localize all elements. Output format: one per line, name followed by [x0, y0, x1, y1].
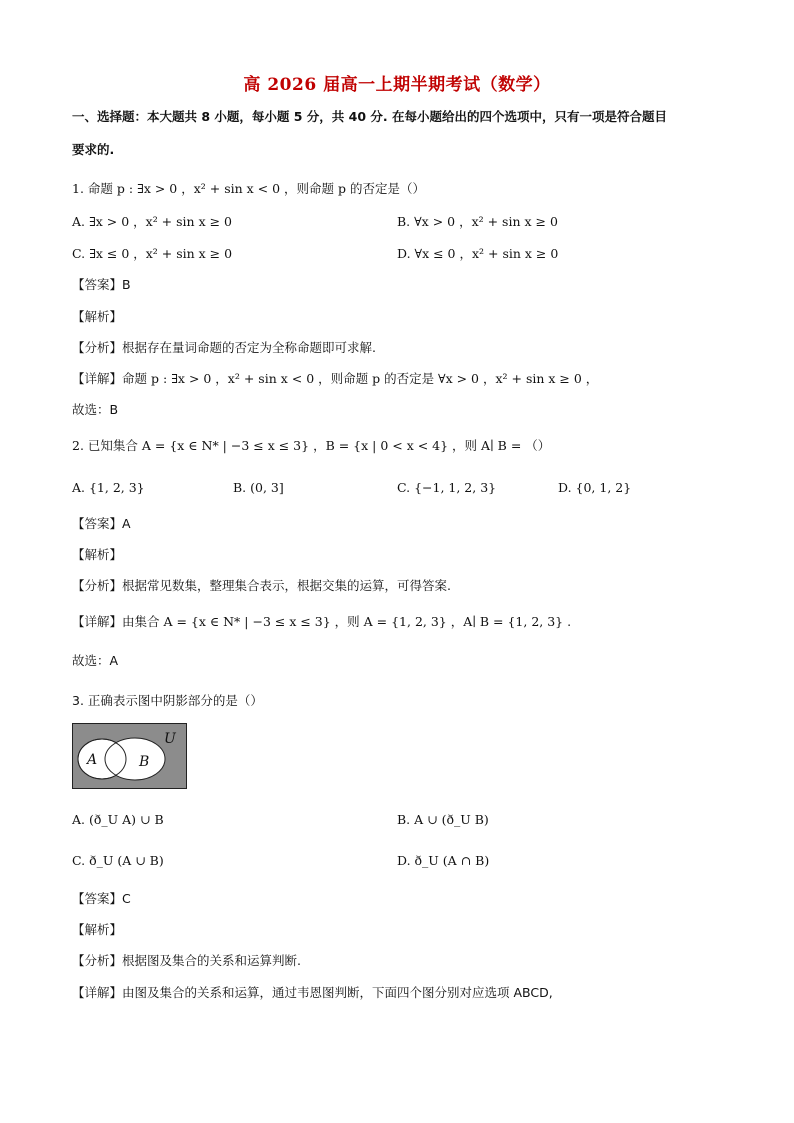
q2-detail: 【详解】由集合 A = {x ∈ N* | −3 ≤ x ≤ 3} ，则 A = {1, 2, 3} ，A∣ B = {1, 2, 3} . [72, 614, 572, 629]
q3-stem: 3. 正确表示图中阴影部分的是（） [72, 693, 263, 708]
q3-option-b: B. A ∪ (ð_U B) [397, 812, 489, 827]
section-instructions-line1: 一、选择题：本大题共 8 小题，每小题 5 分，共 40 分. 在每小题给出的四个选项中，只有一项是符合题目 [72, 109, 668, 124]
venn-label-u: U [164, 731, 176, 747]
q2-stem: 2. 已知集合 A = {x ∈ N* | −3 ≤ x ≤ 3} ，B = {x | 0 < x < 4} ，则 A∣ B = （） [72, 438, 551, 453]
q3-option-d: D. ð_U (A ∩ B) [397, 853, 490, 868]
q3-detail: 【详解】由图及集合的关系和运算，通过韦恩图判断，下面四个图分别对应选项 ABCD, [72, 985, 553, 1000]
q3-option-c: C. ð_U (A ∪ B) [72, 853, 164, 868]
venn-label-a: A [87, 752, 98, 768]
q2-option-c: C. {−1, 1, 2, 3} [397, 480, 497, 495]
q1-analysis: 【分析】根据存在量词命题的否定为全称命题即可求解. [72, 340, 376, 355]
q1-option-d: D. ∀x ≤ 0 ，x² + sin x ≥ 0 [397, 246, 559, 261]
page-title: 高 2026 届高一上期半期考试（数学） [243, 75, 551, 95]
q1-answer: 【答案】B [72, 277, 131, 292]
q2-analysis: 【分析】根据常见数集，整理集合表示，根据交集的运算，可得答案. [72, 578, 451, 593]
q2-answer: 【答案】A [72, 516, 131, 531]
q2-choice: 故选：A [72, 653, 119, 668]
q1-stem: 1. 命题 p : ∃x > 0 ，x² + sin x < 0 ，则命题 p 的否定是（） [72, 181, 425, 196]
venn-label-b: B [139, 754, 150, 770]
section-instructions-line2: 要求的. [72, 142, 115, 157]
q3-analysis: 【分析】根据图及集合的关系和运算判断. [72, 953, 301, 968]
q1-analysis-heading: 【解析】 [72, 309, 123, 324]
q1-detail: 【详解】命题 p : ∃x > 0 ，x² + sin x < 0 ，则命题 p 的否定是 ∀x > 0 ，x² + sin x ≥ 0 ， [72, 371, 599, 386]
q2-option-d: D. {0, 1, 2} [558, 480, 632, 495]
q2-option-b: B. (0, 3] [233, 480, 284, 495]
q3-analysis-heading: 【解析】 [72, 922, 123, 937]
q1-option-c: C. ∃x ≤ 0 ，x² + sin x ≥ 0 [72, 246, 233, 261]
q3-answer: 【答案】C [72, 891, 131, 906]
q2-option-a: A. {1, 2, 3} [72, 480, 145, 495]
q1-option-a: A. ∃x > 0 ，x² + sin x ≥ 0 [72, 214, 232, 229]
q1-choice: 故选：B [72, 402, 119, 417]
venn-set-b-circle [105, 738, 165, 780]
q1-option-b: B. ∀x > 0 ，x² + sin x ≥ 0 [397, 214, 558, 229]
q2-analysis-heading: 【解析】 [72, 547, 123, 562]
venn-diagram [72, 723, 187, 789]
q3-option-a: A. (ð_U A) ∪ B [72, 812, 164, 827]
